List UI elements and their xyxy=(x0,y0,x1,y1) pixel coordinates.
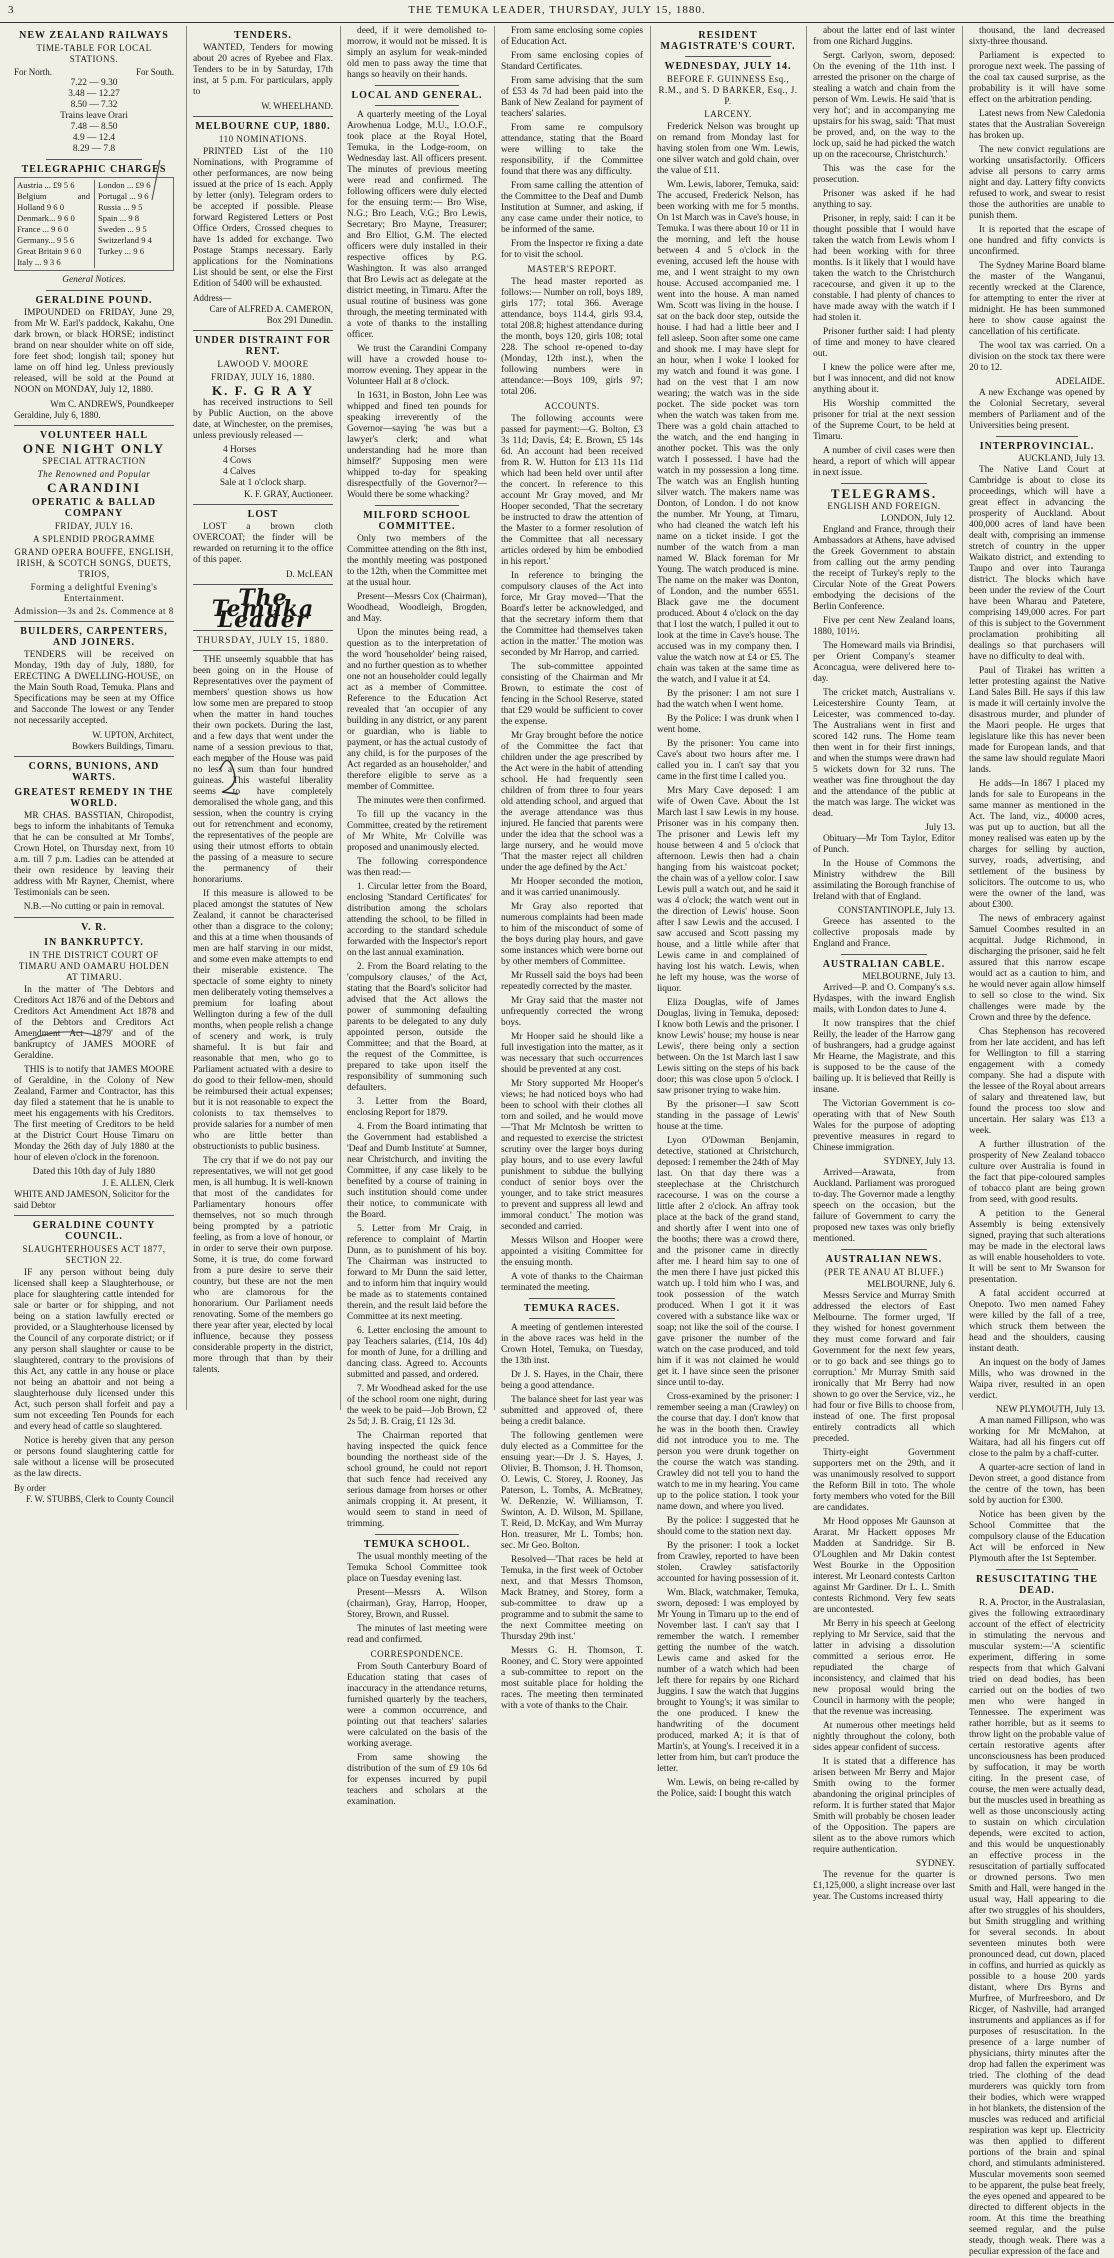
milford-paragraph: The following correspondence was then read:— xyxy=(347,857,487,878)
court-date: WEDNESDAY, JULY 14. xyxy=(664,61,792,72)
news-item: It is reported that the escape of one hundred and fifty convicts is unconfirmed. xyxy=(969,225,1105,257)
news-item: A quarter-acre section of land in Devon street, a good distance from the centre of the town, has been sold by auction for £300. xyxy=(969,1463,1105,1506)
accounts-paragraph: Mr Hooper seconded the motion, and it was carried unanimously. xyxy=(501,877,643,898)
news-item: The Sydney Marine Board blame the master of the Wanganui, recently wrecked at the Clarence, for attempting to enter the river at midnight. He has been summoned here to show cause against the cancellation of his certificate. xyxy=(969,261,1105,337)
court-paragraph: I knew the police were after me, but I was innocent, and did not know anything about it. xyxy=(813,363,955,395)
court-paragraph: Lyon O'Dowman Benjamin, detective, stationed at Christchurch, deposed: I remember the 24th of May last. On that day there was a steeplechase at the Christchurch racecourse. I was on the course a little after 2 o'clock. An affray took place at the back of the grand stand, and shortly after I went into one of the booths; there was a crowd there, and the prisoner came in directly after me. I heard him say to one of the men there I have just picked this watch up. I told him who I was, and took possession of the watch produced. When I got it it was covered with a substance like wax or soap; not like the soil of the course. I gave prisoner the number of the watch on the case produced, and told him if it was not claimed he would get it. I have since seen the prisoner since until to-day. xyxy=(657,1136,799,1388)
interprovincial-heading: INTERPROVINCIAL. xyxy=(979,441,1095,452)
pound-heading: GERALDINE POUND. xyxy=(35,295,153,306)
local-item: In 1631, in Boston, John Lee was whipped and fined ten pounds for speaking irreverently of the Governor—saying 'he was but a lawyer's clerk; and what understanding had he more than himself?' Supposing men were whipped to-day for speaking disrespectfully of the Governor?—Would there be some whacking? xyxy=(347,391,487,500)
railways-note: Trains leave Orari xyxy=(60,111,128,121)
cup-signature: Care of ALFRED A. CAMERON, Box 291 Dunedin. xyxy=(209,304,333,325)
court-paragraph: By the Police: I was drunk when I went home. xyxy=(657,714,799,735)
telegrams-heading: TELEGRAMS. xyxy=(830,486,938,501)
council-heading: GERALDINE COUNTY COUNCIL. xyxy=(32,1220,156,1242)
telegraph-rate: Belgium and Holland 9 6 0 xyxy=(17,191,90,212)
accounts-paragraph: Mr Gray said that the master not unfrequently corrected the wrong boys. xyxy=(501,996,643,1028)
distraint-heading: UNDER DISTRAINT FOR RENT. xyxy=(194,335,332,357)
greatest-remedy: GREATEST REMEDY IN THE WORLD. xyxy=(14,787,174,809)
railways-row: 4.9 — 12.4 xyxy=(72,133,116,143)
telegraph-rate: France ... 9 6 0 xyxy=(17,224,69,234)
hall-heading: VOLUNTEER HALL xyxy=(40,430,148,441)
school-paragraph: From same advising that the sum of £53 4s 7d had been paid into the Bank of New Zealand for payment of teachers' salaries. xyxy=(501,76,643,119)
column-7 xyxy=(962,26,1105,2257)
bankruptcy-heading: IN BANKRUPTCY. xyxy=(44,937,144,948)
court-paragraph: Eliza Douglas, wife of James Douglas, living in Temuka, deposed: I know both Lewis and the prisoner. I know Lewis' house; my house is near Lewis', there being only a section between. On the 1st March last I saw Lewis sitting on the steps of his back door; this was close upon 5 o'clock. I saw prisoner trying to wake him. xyxy=(657,998,799,1096)
telegraph-rate: Spain ... 9 8 xyxy=(98,213,140,223)
distraint-parties: LAWOOD V. MOORE xyxy=(217,359,309,369)
news-item: Parliament is expected to prorogue next week. The passing of the coal tax caused surprise, as the probability is it will have some effect on the arbitration pending. xyxy=(969,51,1105,105)
milford-paragraph: 4. From the Board intimating that the Government had established a 'Deaf and Dumb Institute' at Sumner, near Christchurch, and inviting the Committee, if any case likely to be benefited by a course of training in such institution should come under their notice, to communicate with the Board. xyxy=(347,1122,487,1220)
telegraph-rate: Portugal ... 9 6 xyxy=(98,191,149,201)
dateline: AUCKLAND, July 13. xyxy=(1018,454,1105,464)
court-heading: RESIDENT MAGISTRATE'S COURT. xyxy=(660,30,796,52)
school-paragraph: The minutes of last meeting were read and confirmed. xyxy=(347,1624,487,1645)
auctioneer-name: K. F. G R A Y xyxy=(212,383,314,398)
telegraph-rate: Germany... 9 5 6 xyxy=(17,235,75,245)
splendid-programme: A SPLENDID PROGRAMME xyxy=(32,534,156,544)
news-item: He adds—In 1867 I placed my lands for sale to Europeans in the same manner as mentioned in the Act. The land, viz., 40000 acres, was put up to auction, but all the money realised was eaten up by the charges for selling by auction, survey, roads, advertising, and settlement of the business by solicitors. The outcome to us, who were the owner of the land, was about £300. xyxy=(969,779,1105,910)
running-head xyxy=(0,0,1114,23)
cup-notice: PRINTED List of the 110 Nominations, with Programme of other performances, are now being issued at the price of 1s each. Apply by letter (only). Telegram orders to be accepted if possible. Please forward Registered Letters or Post Office Orders, Crossed cheques to have 1s added for exchange. Two Postage Stamps necessary. Early applications for the Nominations List should be sent, or else the First Edition of 5400 will be exhausted. xyxy=(193,147,333,289)
slaughter-notice-2: Notice is hereby given that any person or persons found slaughtering cattle for sale without a license will be prosecuted as the law directs. xyxy=(14,1436,174,1479)
news-item: thousand, the land decreased sixty-three thousand. xyxy=(969,26,1105,47)
page-number: 3 xyxy=(8,4,15,16)
milford-paragraph: To fill up the vacancy in the Committee, created by the retirement of Mr White, Mr Colville was proposed and unanimously elected. xyxy=(347,810,487,853)
local-item: We trust the Carandini Company will have a crowded house to-morrow evening. They appear in the Volunteer Hall at 8 o'clock. xyxy=(347,344,487,387)
accounts-paragraph: Mr Gray also reported that numerous complaints had been made to him of the misconduct of some of the boys during play hours, and gave some instances which were borne out by other members of Committee. xyxy=(501,902,643,967)
court-paragraph: Sergt. Carlyon, sworn, deposed: On the evening of the 11th inst. I arrested the prisoner on the charge of stealing a watch and chain from the person of Wm. Lewis. He said 'that is very hot'; and in accompanying me upstairs for his swag, said: 'That must be proved, and, on the way to the lock up, said he had picked the watch up on the racecourse, Christchurch.' xyxy=(813,51,955,160)
correspondence-heading: CORRESPONDENCE. xyxy=(370,1649,464,1659)
telegraph-rate: Russia ... 9 5 xyxy=(98,202,143,212)
telegram-item: In the House of Commons the Ministry withdrew the Bill assimilating the Borough franchise of Ireland with that of England. xyxy=(813,859,955,902)
accounts-paragraph: Mr Story supported Mr Hooper's views; he had noticed boys who had been to school with their clothes all torn and soiled, and he would move—'That Mr Mclntosh be written to and requested to exercise the strictest scrutiny over the larger boys during play hours, and to use every lawful punishment to subdue the bullying conduct of senior boys over the younger, and to take strict measures to prevent and suppress all lewd and immoral conduct.' The motion was seconded and carried. xyxy=(501,1079,643,1232)
telegraph-rate: Turkey ... 9 6 xyxy=(98,246,144,256)
leader-paragraph: deed, if it were demolished to-morrow, it would not be missed. It is simply an asylum for weak-minded old men to pass away the time that hangs so heavily on their hands. xyxy=(347,26,487,80)
milford-paragraph: 3. Letter from the Board, enclosing Report for 1879. xyxy=(347,1097,487,1118)
news-item: The news of embracery against Samuel Coombes resulted in an acquittal. Judge Richmond, in discharging the prisoner, said he felt assured that this narrow escape would act as a caution to him, and he would never again allow himself to sell so close to the wind. Six challenges were made by the Crown and three by the defence. xyxy=(969,914,1105,1023)
milford-paragraph: 1. Circular letter from the Board, enclosing 'Standard Certificates' for distribution among the scholars attending the school, to be filled in according to the standard schedule forwarded with the Inspector's report on the last annual examination. xyxy=(347,882,487,958)
school-paragraph: From same re compulsory attendance, stating that the Board were willing to take the responsibility, if the Committee found that there was any difficulty. xyxy=(501,123,643,177)
school-paragraph: From same calling the attention of the Committee to the Deaf and Dumb Institution at Sumner, and asking, if any case came under their notice, to be informed of the same. xyxy=(501,181,643,235)
court-paragraph: Wm. Lewis, laborer, Temuka, said: The accused, Frederick Nelson, has been working with me for 5 months. On 1st March was in Cave's house, in Temuka. I was there about 10 or 11 in the morning, and left the house between 4 and 5 o'clock in the evening, accused left the house with me, and I went straight to my own house. Accused accompanied me. I went into the house. A man named Wm. Scott was living in the house. I sat on the back door step, outside the house. I had had a little beer and I fell asleep. Soon after some one came and shook me. I may have slept for an hour, when I woke I looked for my watch and found it was gone. I had on the vest that I am now wearing; the watch was in the side pocket. The side pocket was torn when the watch was taken from me. There was a gold chain attached to the watch, and the end hanging in another pocket. This was the only watch I possessed. I have had the watch in my possession a long time. The watch was an English hunting silver watch. The makers name was Donton, of London. I do not know the number. Mr Young, at Timaru, who had cleaned the watch left his name on a ticket inside. I got the number of the watch from a man named W. Black foreman for Mr Young. The watch produced is mine. The name on the maker was Donton, of London, and the number 6551. Black gave me the document produced. About 4 o'clock on the day that I lost the watch, I pulled it out to look at the time in Cave's house. The accused was in my company then. I value the watch now at £4 or £5. The chain was taken at the same time as the watch, and I value it at £4. xyxy=(657,180,799,685)
telegraph-rate: Switzerland 9 4 xyxy=(98,235,152,245)
accounts-paragraph: Mr Gray brought before the notice of the Committee the fact that children under the age prescribed by the Act were in the habit of attending school. He had frequently seen children of from three to four years old attending school, and argued that the average attendance was thus injured. He fancied that parents were under the idea that the school was a large nursery, and he would move 'That the master reject all children under the age defined by the Act.' xyxy=(501,731,643,873)
court-paragraph: By the prisoner: I took a locket from Crawley, reported to have been stolen. Crawley satisfactorily accounted for having possession of it. xyxy=(657,1541,799,1584)
races-paragraph: The following gentlemen were duly elected as a Committee for the ensuing year:—Dr J. S. Hayes, J. Olivier, B. Thomson, J. H. Thomson, O. Lewis, C. Storey, J. Rooney, Jas Paterson, L. Tombs, A. McBratney, W. DeRenzie, W. Williamson, T. Swinton, A. D. Wilson, M. Spillane, T. Reid, D. McKay, and Wm Murray Hon. treasurer, Mr L. Tombs; hon. sec. Mr Geo. Bolton. xyxy=(501,1431,643,1551)
news-item: A man named Fillipson, who was working for Mr McMahon, at Waitara, had all his fingers cut off close to the palm by a chaff-cutter. xyxy=(969,1416,1105,1459)
court-paragraph: Wm. Black, watchmaker, Temuka, sworn, deposed: I was employed by Mr Young in Timaru up to the end of November last. I can't say that I remember the watch. I remember getting the number of the watch. Lewis came and asked for the number of a watch which had been left there for repairs by one Richard Juggins. I saw the watch that Juggins brought to Young's; it was similar to the one produced. I knew the handwriting of the document produced, marked A; it is that of Martin's, at Young's. I received it in a letter from him, but can't produce the letter. xyxy=(657,1588,799,1774)
bankruptcy-signature: J. E. ALLEN, Clerk xyxy=(102,1178,174,1188)
milford-paragraph: 7. Mr Woodhead asked for the use of the school room one night, during the week to be paid—Job Brown, £2 2s 5d; J. B. Craig, £1 12s 3d. xyxy=(347,1384,487,1427)
cable-item: Arrived—P. and O. Company's s.s. Hydaspes, with the inward English mails, with London dates to June 4. xyxy=(813,983,955,1015)
solicitors: WHITE AND JAMESON, Solicitor for the said Debtor xyxy=(14,1189,170,1210)
accounts-paragraph: A vote of thanks to the Chairman terminated the meeting. xyxy=(501,1272,643,1293)
news-item: At numerous other meetings held nightly throughout the colony, both sides appear confident of success. xyxy=(813,1721,955,1753)
milford-paragraph: The minutes were then confirmed. xyxy=(357,796,486,806)
telegram-item: Five per cent New Zealand loans, 1880, 101½. xyxy=(813,616,955,637)
one-night-only: ONE NIGHT ONLY xyxy=(22,441,166,456)
lost-heading: LOST xyxy=(247,509,279,520)
telegram-item: Obituary—Mr Tom Taylor, Editor of Punch. xyxy=(813,834,955,855)
dateline: SYDNEY. xyxy=(915,1859,955,1869)
milford-heading: MILFORD SCHOOL COMMITTEE. xyxy=(363,510,471,532)
masters-report-heading: MASTER'S REPORT. xyxy=(527,264,617,274)
races-paragraph: Resolved—'That races be held at Temuka, in the first week of October next, and that Messrs Thomson, Mack Bratney, and Storey, form a sub-committee to draw up a programme and to submit the same to the next Committee meeting on Thursday 29th inst.' xyxy=(501,1555,643,1642)
pound-notice: IMPOUNDED on FRIDAY, June 29, from Mr W. Earl's paddock, Kakahu, One dark brown, or black HORSE; indistinct brand on near shoulder white on off side, fore feet shod; longish tail; sponey hut lame on off hind leg. Unless previously released, will be sold at the Pound at NOON on MONDAY, July 12, 1880. xyxy=(14,308,174,395)
accounts-paragraph: The following accounts were passed for payment:—G. Bolton, £3 3s 11d; Davis, £4; E. Brown, £5 14s 6d. An account had been received from R. W. Hutton for £13 11s 11d which had been held over until after the concert. In reference to this account Mr Gray moved, and Mr Hooper seconded, 'That the secretary be instructed to draw the attention of the Master to a former resolution of the Committee that all necessary articles ordered by him be embodied in his report.' xyxy=(501,414,643,567)
railways-north-head: For North. xyxy=(14,67,52,77)
races-paragraph: Dr J. S. Hayes, in the Chair, there being a good attendance. xyxy=(501,1370,643,1391)
news-item: The wool tax was carried. On a division on the stock tax there were 20 to 12. xyxy=(969,341,1105,373)
news-item: A further illustration of the prosperity of New Zealand tobacco culture over Australia is found in the fact that pipe-coloured samples of tobacco plant are being grown from seed, with good results. xyxy=(969,1140,1105,1205)
builders-address: Bowkers Buildings, Timaru. xyxy=(71,741,174,751)
accounts-paragraph: Mr Russell said the boys had been repeatedly corrected by the master. xyxy=(501,971,643,992)
news-item: Mr Hood opposes Mr Gaunson at Ararat. Mr Hackett opposes Mr Madden at Sandridge. Sir B. O'Loughlen and Mr Dakin contest West Bourke in the Opposition interest. Mr Leonard contests Carlton against Mr Gardiner. Dr L. L. Smith contests Richmond. Very few seats are uncontested. xyxy=(813,1517,955,1615)
distraint-time: Sale at 1 o'clock sharp. xyxy=(219,478,307,488)
no-cutting: N.B.—No cutting or pain in removal. xyxy=(23,902,165,912)
court-paragraph: By the prisoner: I am not sure I had the watch when I went home. xyxy=(657,689,799,710)
column-2 xyxy=(186,26,339,1410)
telegrams-subheading: ENGLISH AND FOREIGN. xyxy=(827,501,941,511)
distraint-item: 4 Calves xyxy=(223,467,256,477)
railways-row: 8.29 — 7.8 xyxy=(72,144,116,154)
news-item: A fatal accident occurred at Onepoto. Two men named Fahey were killed by the fall of a tree, which struck them between the head and the shoulders, causing instant death. xyxy=(969,1289,1105,1354)
columns xyxy=(14,26,1105,2257)
news-item: Chas Stephenson has recovered from her late accident, and has left for Wellington to fill a starring engagement with a comedy company. She had a dispute with the lessee of the Royal about arrears of salary and threatened law, but found the process too slow and uncertain. Her salary was £13 a week. xyxy=(969,1027,1105,1136)
accounts-paragraph: Messrs Wilson and Hooper were appointed a visiting Committee for the ensuing month. xyxy=(501,1236,643,1268)
special-attraction: SPECIAL ATTRACTION xyxy=(42,456,146,466)
milford-paragraph: 2. From the Board relating to the 'compulsory clauses,' of the Act, stating that the Board's solicitor had advised that the Act allows the power of summoning defaulting parents to be delegated to any duly appointed person, outside the Committee; and that the Board, at the request of the Committee, is prepared to take upon itself the responsibility of summoning such defaulters. xyxy=(347,962,487,1093)
pound-signature: Wm C. ANDREWS, Poundkeeper xyxy=(50,399,174,409)
cup-heading: MELBOURNE CUP, 1880. xyxy=(195,121,331,132)
tenders-notice: WANTED, Tenders for mowing about 20 acres of Ryebee and Flax. Tenders to be in by Saturday, 17th inst, at 5 p.m. For particulars, apply to xyxy=(193,43,333,97)
leader-paragraph: THE unseemly squabble that has been going on in the House of Representatives over the payment of members' question shows us how low some men are prepared to stoop when the matter in hand touches their own pockets. During the last, and a few days that went under the name of a session previous to that, each member of the House was paid no less a sum than four hundred guineas. This wasteful liberality seems to have completely demoralised the whole gang, and this session, when the country is crying out for retrenchment and economy, the representatives of the people are using their utmost efforts to obtain the passing of a measure to secure the permanency of their honorariums. xyxy=(193,655,333,885)
milford-paragraph: Only two members of the Committee attending on the 8th inst, the monthly meeting was postponed to the 12th, when the Committee met at the usual hour. xyxy=(347,534,487,588)
telegram-item: Greece has assented to the collective proposals made by England and France. xyxy=(813,917,955,949)
dateline: NEW PLYMOUTH, July 13. xyxy=(995,1405,1105,1415)
telegraph-rate: Sweden ... 9 5 xyxy=(98,224,147,234)
news-item: The Native Land Court at Cambridge is about to close its proceedings, which will have a great effect in advancing the prosperity of Auckland. About 400,000 acres of land have been dealt with, comprising an immense stretch of country in the upper Waikato district, and extending to Taupo and over into Tauranga district. The blocks which have been under the review of the Court have been Wharau and Patetere, comprising 149,000 acres. For part of this is subject to the Government proclamation prohibiting all dealings so that purchasers will have no difficulty to deal with. xyxy=(969,465,1105,662)
school-paragraph: The usual monthly meeting of the Temuka School Committee took place on Tuesday evening last. xyxy=(347,1552,487,1584)
telegram-item: The Homeward mails via Brindisi, per Orient Company's steamer Aconcagua, were delivered here to-day. xyxy=(813,641,955,684)
court-paragraph: Prisoner further said: I had plenty of time and money to have cleared out. xyxy=(813,327,955,359)
dateline: MELBOURNE, July 6. xyxy=(866,1280,955,1290)
distraint-date: FRIDAY, JULY 16, 1880. xyxy=(211,372,315,382)
railways-subheading: TIME-TABLE FOR LOCAL STATIONS. xyxy=(36,43,152,64)
court-paragraph: Frederick Nelson was brought up on remand from Monday last for having stolen from one Wm. Lewis, one silver watch and gold chain, over the value of £11. xyxy=(657,122,799,176)
milford-paragraph: Present—Messrs Cox (Chairman), Woodhead, Woodleigh, Brogden, and May. xyxy=(347,592,487,624)
distraint-item: 4 Cows xyxy=(223,456,252,466)
distraint-notice: has received instructions to Sell by Public Auction, on the above date, at Winchester, on the premises, unless previously released — xyxy=(193,398,333,441)
telegraph-table xyxy=(14,177,174,271)
column-6 xyxy=(806,26,961,1902)
slaughter-by-order: By order xyxy=(14,1483,46,1493)
railways-table-head xyxy=(14,67,174,78)
resuscitating-heading: RESUSCITATING THE DEAD. xyxy=(976,1574,1098,1596)
news-item: An inquest on the body of James Mills, who was drowned in the Waipa river, resulted in an open verdict. xyxy=(969,1358,1105,1401)
telegram-item: England and France, through their Ambassadors at Athens, have advised the Greek Government to abstain from calling out the army pending the receipt of Turkey's reply to the Circular Note of the Great Powers embodying the decisions of the Berlin Conference. xyxy=(813,525,955,612)
cup-address-label: Address— xyxy=(193,293,232,303)
corns-heading: CORNS, BUNIONS, AND WARTS. xyxy=(28,761,160,783)
leader-dateline: THURSDAY, JULY 15, 1880. xyxy=(196,635,330,645)
dateline: July 13. xyxy=(925,823,955,833)
court-paragraph: A number of civil cases were then heard, a report of which will appear in next issue. xyxy=(813,446,955,478)
concert-date: FRIDAY, JULY 16. xyxy=(54,521,134,531)
races-paragraph: A meeting of gentlemen interested in the above races was held in the Crown Hotel, Temuka, on Tuesday, the 13th inst. xyxy=(501,1323,643,1366)
races-heading: TEMUKA RACES. xyxy=(523,1303,621,1314)
australian-news-source: (PER TE ANAU AT BLUFF.) xyxy=(824,1267,944,1277)
telegram-item: The cricket match, Australians v. Leicestershire County Team, at Leicester, was commenced to-day. The Australians went in first and scored 142 runs. The Home team then went in for their first innings, and when the stumps were drawn had 5 wickets down for 32 runs. The weather was fine throughout the day and the attendance of the public at the match was large. The wicket was dead. xyxy=(813,688,955,819)
accounts-paragraph: Mr Hooper said he should like a full investigation into the matter, as it was necessary that such occurrences should be prevented at any cost. xyxy=(501,1032,643,1075)
news-item: The new convict regulations are working unsatisfactorily. Officers advise all persons to carry arms night and day. Lattery fifty convicts refused to work, and swear to resist those the authorities are unable to punish them. xyxy=(969,145,1105,221)
milford-paragraph: 5. Letter from Mr Craig, in reference to complaint of Martin Dunn, as to punishment of his boy. The Chairman was instructed to forward to Mr Dunn the said letter, and to inform him that inquiry would be made as to statements contained therein, and the result laid before the Committee at its next meeting. xyxy=(347,1224,487,1322)
chiropodist-notice: MR CHAS. BASSTIAN, Chiropodist, begs to inform the inhabitants of Temuka that he can be consulted at Mr Tombs', Crown Hotel, on Thursday next, from 10 a.m. till 7 p.m. Ladies can be attended at their own residence by leaving their address with Mr Rayner, Chemist, where Testimonials can be seen. xyxy=(14,811,174,898)
telegraph-rate: Italy ... 9 3 6 xyxy=(17,257,61,267)
court-paragraph: about the latter end of last winter from one Richard Juggins. xyxy=(813,26,955,47)
races-paragraph: Messrs G. H. Thomson, T. Rooney, and C. Story were appointed a sub-committee to report on the most suitable place for holding the races. The meeting then terminated with a vote of thanks to the Chair. xyxy=(501,1646,643,1711)
programme-forming: Forming a delightful Evening's Entertainment. xyxy=(30,582,158,603)
school-paragraph: From same enclosing copies of Standard Certificates. xyxy=(501,51,643,72)
court-name: IN THE DISTRICT COURT OF TIMARU AND OAMARU HOLDEN AT TIMARU. xyxy=(18,950,170,982)
news-item: Paul of Tirakei has written a letter protesting against the Native Land Sales Bill. He says if this law is made it will certainly involve the disastrous murder, and plunder of the Maori people. He urges that legislature like this has never been made for European lands, and that the same law should regulate Maori lands. xyxy=(969,666,1105,775)
court-paragraph: By the prisoner: You came into Cave's about two hours after me. I called you in. I can't say that you came in the first time I called you. xyxy=(657,739,799,782)
railways-row: 7.22 — 9.30 xyxy=(70,78,118,88)
court-paragraph: Mrs Mary Cave deposed: I am wife of Owen Cave. About the 1st March last I saw Lewis in my house. Prisoner was in his company then. The prisoner and Lewis left my house between 4 and 5 o'clock that afternoon. Lewis then had a chain hanging from his waistcoat pocket; the chain was of a yellow color. I saw Lewis pull a watch out, and he said it was 4 o'clock; the watch went out in the direction of Lewis' house. Soon after I saw Lewis and the accused. I saw accused and Scott passing my house, and a little while after that Lewis came in and complained of having lost his watch. Lewis, when he left my house, was the worse of liquor. xyxy=(657,786,799,994)
court-paragraph: Prisoner, in reply, said: I can it be thought possible that I would have taken the watch from Lewis whom I had been working with for three months. Is it likely that I would have taken the watch to the Christchurch racecourse, and given it up to the constable. I had plenty of chances to have made away with the watch if I had stolen it. xyxy=(813,214,955,323)
railways-row: 3.48 — 12.27 xyxy=(68,89,120,99)
cable-heading: AUSTRALIAN CABLE. xyxy=(822,959,946,970)
school-paragraph: From same enclosing some copies of Education Act. xyxy=(501,26,643,47)
accounts-paragraph: In reference to bringing the compulsory clauses of the Act into force, Mr Gray moved—'That the Board's letter be acknowledged, and that the secretary inform them that the Committee had themselves taken action in the matter.' The motion was seconded by Mr Harrop, and carried. xyxy=(501,571,643,658)
cable-item: It now transpires that the chief Reilly, the leader of the Harrow gang of bushrangers, had a grudge against Mr Hearne, the Magistrate, and this is supposed to be the cause of the bailing up. It is believed that Reilly is insane. xyxy=(813,1019,955,1095)
school-paragraph: From same showing the distribution of the sum of £9 10s 6d for expenses incurred by pupil teachers and scholars at the examination. xyxy=(347,1753,487,1807)
news-item: Latest news from New Caledonia states that the Australian Sovereign has broken up. xyxy=(969,109,1105,141)
milford-paragraph: Upon the minutes being read, a question as to the interpretation of the word 'householder' being raised, and no further question as to whether one not an householder could legally act as a member of Committee. Reference to the Education Act revealed that 'an occupier of any building in any district, or any parent or guardian, who is liable to payment, or has the actual custody of any child, is for the purposes of the Act regarded as an householder,' and therefore eligible to serve as a member of Committee. xyxy=(347,628,487,792)
milford-paragraph: 6. Letter enclosing the amount to pay Teachers salaries, (£14, 10s 4d) for month of June, for a drilling and dancing class. Agreed to. Accounts submitted and passed, and ordered. xyxy=(347,1326,487,1380)
bankruptcy-date: Dated this 10th day of July 1880 xyxy=(32,1167,156,1177)
dateline: MELBOURNE, July 13. xyxy=(862,972,955,982)
news-item: It is stated that a difference has arisen between Mr Berry and Major Smith owing to the former abandoning the original principles of reform. It is further stated that Major Smith will probably be chosen leader of the Opposition. The papers are silent as to the above rumors which require authentication. xyxy=(813,1757,955,1855)
telegraph-rate: London ... £9 6 xyxy=(98,180,151,190)
slaughter-notice: IF any person without being duly licensed shall keep a Slaughterhouse, or place for slaughtering cattle intended for sale or barter or for shipping, and not being on a station lawfully erected or provided, or a Slaughterhouse licensed by the Council of any corporate district; or if any person shall slaughter or cause to be slaughtered, contrary to the provisions of this Act, any cattle in any house or place not being an abattoir and not being a slaughterhouse duly licensed under this Act, such person shall forfeit and pay a sum not exceeding Ten Pounds for each and every head of cattle so slaughtered. xyxy=(14,1268,174,1432)
news-item: Thirty-eight Government supporters met on the 29th, and it was unanimously resolved to support the Reform Bill in toto. The whole forty members who voted for the Bill are candidates. xyxy=(813,1448,955,1513)
cable-item: The Victorian Government is co-operating with that of New South Wales for the purpose of adopting preventive measures in regard to Chinese immigration. xyxy=(813,1099,955,1153)
dateline: LONDON, July 12. xyxy=(881,514,955,524)
court-paragraph: By the police: I suggested that he should come to the station next day. xyxy=(657,1516,799,1537)
cable-item: Arrived—Arawata, from Auckland. Parliament was prorogued to-day. The Governor made a lengthy speech on the occasion, but the failure of Government to carry the proposed new taxes was only briefly mentioned. xyxy=(813,1168,955,1244)
local-general-heading: LOCAL AND GENERAL. xyxy=(351,90,483,101)
carandini-name: CARANDINI xyxy=(47,480,141,495)
slaughter-heading: SLAUGHTERHOUSES ACT 1877, SECTION 22. xyxy=(22,1244,166,1265)
column-3 xyxy=(340,26,493,1807)
local-item: A quarterly meeting of the Loyal Arowhenua Lodge, M.U., I.O.O.F., took place at the Royal Hotel, Temuka, in the Lodge-room, on Wednesday last. All officers present. The minutes of previous meeting were read and confirmed. The following officers were duly elected for the ensuing term:— Bro Wise, N.G.; Bro Leach, V.G.; Bro Lewis, Secretary; Bro Mayne, Treasurer; and Bro Elliot, G.M. The elected officers were duly installed in their respective offices by P.G. Washington. It was also arranged that Bro Lewis act as delegate at the district meeting, in Timaru. After the usual routine of business was gone through, the meeting terminated with a vote of thanks to the installing officer. xyxy=(347,110,487,340)
court-paragraph: This was the case for the prosecution. xyxy=(813,164,955,185)
slaughter-signature: F. W. STUBBS, Clerk to County Council xyxy=(25,1494,174,1504)
australian-news-heading: AUSTRALIAN NEWS. xyxy=(825,1254,943,1265)
dateline: SYDNEY, July 13. xyxy=(883,1157,955,1167)
telegraph-rate: Denmark... 9 6 0 xyxy=(17,213,75,223)
accounts-heading: ACCOUNTS. xyxy=(544,401,600,411)
builders-notice: TENDERS will be received on Monday, 19th day of July, 1880, for ERECTING A DWELLING-HOUSE, on the Main South Road, Temuka. Plans and Specifications may be seen at my Office and Sacconde The lowest or any Tender not necessarily accepted. xyxy=(14,650,174,726)
tenders-signature: W. WHEELHAND. xyxy=(261,101,333,111)
bankruptcy-matter: In the matter of 'The Debtors and Creditors Act 1876 and of the Debtors and Creditors Act Amendment Act 1878 and of the Debtors and Creditors Act Amendment Act 1879' and of the bankruptcy of JAMES MOORE of Geraldine. xyxy=(14,985,174,1061)
newspaper-flag: The Temuka Leader xyxy=(211,585,315,633)
temuka-school-heading: TEMUKA SCHOOL. xyxy=(363,1539,471,1550)
court-paragraph: Prisoner was asked if he had anything to say. xyxy=(813,189,955,210)
column-1 xyxy=(14,26,180,1504)
renowned-line: The Renowned and Popular xyxy=(37,469,151,479)
news-item: Messrs Service and Murray Smith addressed the electors of East Melbourne. The former urged, 'If they wished for honest government they must come forward and fair Government for the next few years, or to go back and see things go to corruption.' Mr Murray Smith said ironically that Mr Berry had now shown to go over the Service, viz., he had four or five Bills to choose from, instead of one. The first proposal entirely contradicts all which preceded. xyxy=(813,1291,955,1444)
court-paragraph: His Worship committed the prisoner for trial at the next session of the Supreme Court, to be held at Timaru. xyxy=(813,399,955,442)
pound-date: Geraldine, July 6, 1880. xyxy=(14,410,101,420)
news-item: A new Exchange was opened by the Colonial Secretary, several members of Parliament and of the Universities being present. xyxy=(969,388,1105,431)
news-item: Mr Berry in his speech at Geelong replying to Mr Service, said that the latter in advising a dissolution committed a serious error. He repudiated the charge of inconsistency, and claimed that his new proposal would bring the Council in harmony with the people; that the revenue was increasing. xyxy=(813,1619,955,1717)
accounts-paragraph: The sub-committee appointed consisting of the Chairman and Mr Brown, to estimate the cost of fencing in the School Reserve, stated that £29 would be sufficient to cover the expense. xyxy=(501,662,643,727)
admission: Admission—3s and 2s. Commence at 8 xyxy=(14,606,174,616)
tenders-heading: TENDERS. xyxy=(234,30,292,41)
dateline: ADELAIDE. xyxy=(1055,377,1105,387)
races-paragraph: The balance sheet for last year was submitted and approved of, there being a credit balance. xyxy=(501,1395,643,1427)
builders-heading: BUILDERS, CARPENTERS, AND JOINERS. xyxy=(20,626,168,648)
school-paragraph: Present—Messrs A. Wilson (chairman), Gray, Harrop, Hooper, Storey, Brown, and Russel. xyxy=(347,1588,487,1620)
leader-paragraph: The cry that if we do not pay our representatives, we will not get good men, is all humbug. It is well-known that most of the candidates for Parliamentary honours offer themselves, not so much through being prompted by a patriotic feeling, as from a love of honour, or in order to serve their own purpose. Some, it is true, do come forward from a pure desire to serve their country, but these are not the men who are clamorous for the honorarium. Our Parliament needs renovating. Some of the members go there year after year, elected by local influence, because they possess considerable property in the district, more through that than by their talents. xyxy=(193,1156,333,1375)
column-4 xyxy=(494,26,649,1711)
distraint-items xyxy=(193,445,333,478)
leader-paragraph: If this measure is allowed to be placed amongst the statutes of New Zealand, it cannot be characterised other than a disgrace to the colony; and this at a time when thousands of men are half starving in our midst, and some even make attempts to end their miserable existence. The spectacle of some eighty to ninety men deliberately voting themselves a premium for loafing about Wellington during a few of the dull months, when people relish a change of scenery and work, is truly shameful. It is but fair and reasonable that men, who go to Parliament actuated with a desire to do good to their fellow-men, should be reimbursed their actual expenses; but it is not reasonable to expect the colonists to tax themselves to provide salaries for a number of men who are little better than obstructionists to public business. xyxy=(193,889,333,1152)
news-item: A petition to the General Assembly is being extensively signed, praying that such alterations may be made in the electoral laws as will enable householders to vote. It will be sent to Mr Swanson for presentation. xyxy=(969,1209,1105,1285)
news-item: Notice has been given by the School Committee that the compulsory clause of the Education Act will be enforced in New Plymouth after the 1st September. xyxy=(969,1510,1105,1564)
masters-report: The head master reported as follows:— Number on roll, boys 189, girls 177; total 366. Average attendance, boys 114.4, girls 93.4, total 208.8; highest attendance during the month, boys 120, girls 108; total 228. The school re-opened to-day (Monday, 12th inst.), when the following numbers were in attendance:—Boys 109, girls 97; total 206. xyxy=(501,277,643,397)
paper-title-date: THE TEMUKA LEADER, THURSDAY, JULY 15, 1880. xyxy=(408,4,706,16)
operatic-company: OPERATIC & BALLAD COMPANY xyxy=(31,497,157,519)
column-5 xyxy=(650,26,805,1799)
larceny-heading: LARCENY. xyxy=(704,109,752,119)
court-paragraph: Cross-examined by the prisoner: I remember seeing a man (Crawley) on the course that day. I don't know that he was in the booth then. Crawley did not introduce you to me. The person you were drunk together on the course the watch was standing. Crawley did not tell you to hand the watch to me in my hearing. You came up to the police station. I took your name down, and where you lived. xyxy=(657,1392,799,1512)
court-bench: BEFORE F. GUINNESS Esq., R.M., and S. D BARKER, Esq., J. P. xyxy=(658,74,798,106)
news-item: R. A. Proctor, in the Australasian, gives the following extraordinary account of the effect of electricity in stimulating the nervous and muscular system:—'A scientific experiment, differing in some respects from that which Galvani tried on dead bodies, has been carried out on the bodies of two men who were hanged in Tennessee. The experiment was rather horrible, but as it seems to throw light on the probable value of certain restorative agents after unconsciousness has been produced by suffocation, it may be worth citing. In the present case, of course, the men were actually dead, but the muscles used in breathing as well as those unconsciously acting to sustain on which circulation depends, were excited to action, and this would be unquestionably an effective process in the resuscitation of partially suffocated or drowned persons. Two men Smith and Hall, were hanged in the usual way, Hall appearing to die after two struggles of his shoulders, but Smith struggling and writhing for several seconds. In about seventeen minutes both were pronounced dead, cut down, placed in coffins, and hurried as quickly as possible to a house 200 yards distant, where Drs Byrns and Murfree, of Murfreesboro, and Dr Ricger, of Nashville, had arranged instruments and appliances as if for purposes of resuscitation. In the presence of a large number of physicians, thirty minutes after the drop had fallen the experiment was tried. The clothing of the dead murderers was quickly torn from their bodies, which were wrapped in hot blankets, the distension of the muscles was reduced and artificial respiration was kept up. Electricity was then applied to different portions of the brain and spinal chord, and stimulants administered. Muscular movements soon seemed to be apparent, the pulse beat freely, the eyes opened and appeared to be directed to different objects in the room. At this time the breathing seemed regular, and the pulse steady, though weak. There was a peculiar expression of the face and xyxy=(969,1598,1105,2257)
school-paragraph: From South Canterbury Board of Education stating that cases of inaccuracy in the attendance returns, furnished quarterly by the teachers, were a common occurrence, and pointing out that teachers' salaries were calculated on the basis of the working average. xyxy=(347,1662,487,1749)
vr-crown: V. R. xyxy=(81,922,107,933)
programme-list: GRAND OPERA BOUFFE, ENGLISH, IRISH, & SCOTCH SONGS, DUETS, TRIOS, xyxy=(14,547,174,579)
lost-signature: D. McLEAN xyxy=(286,569,333,579)
news-item: The revenue for the quarter is £1,125,000, a slight increase over last year. The Customs increased thirty xyxy=(813,1870,955,1902)
distraint-item: 4 Horses xyxy=(223,445,257,455)
lost-notice: LOST a brown cloth OVERCOAT; the finder will be rewarded on returning it to the office of this paper. xyxy=(193,522,333,565)
school-paragraph: From the Inspector re fixing a date for to visit the school. xyxy=(501,239,643,260)
telegraph-rate: Austria ... £9 5 6 xyxy=(17,180,75,190)
court-paragraph: By the prisoner—I saw Scott standing in the passage of Lewis' house at the time. xyxy=(657,1100,799,1132)
railways-row: 8.50 — 7.32 xyxy=(70,100,118,110)
railways-heading: NEW ZEALAND RAILWAYS xyxy=(19,30,169,41)
milford-paragraph: The Chairman reported that having inspected the quick fence bounding the northeast side of the school ground, he could not report that such fence had received any serious damage from horses or other animals cropping it. At present, it would seem to stand in need of trimming. xyxy=(347,1431,487,1529)
notices-heading: General Notices. xyxy=(62,275,126,285)
builders-signature: W. UPTON, Architect, xyxy=(92,730,174,740)
railways-south-head: For South. xyxy=(135,67,174,77)
telegraph-rate: Great Britain 9 6 0 xyxy=(17,246,82,256)
bankruptcy-notice: THIS is to notify that JAMES MOORE of Geraldine, in the Colony of New Zealand, Farmer and Contractor, has this day filed a statement that he is unable to meet his engagements with his Creditors. The first meeting of Creditors to be held at the District Court House Timaru on Monday the 26th day of July 1880 at the hour of eleven o'clock in the forenoon. xyxy=(14,1065,174,1163)
distraint-signature: K. F. GRAY, Auctioneer. xyxy=(243,489,333,499)
railways-row: 7.48 — 8.50 xyxy=(70,122,118,132)
dateline: CONSTANTINOPLE, July 13. xyxy=(838,906,955,916)
cup-subheading: 110 NOMINATIONS. xyxy=(218,134,308,144)
telegraph-heading: TELEGRAPHIC CHARGES xyxy=(21,164,167,175)
court-paragraph: Wm. Lewis, on being re-called by the Police, said: I bought this watch xyxy=(657,1778,799,1799)
